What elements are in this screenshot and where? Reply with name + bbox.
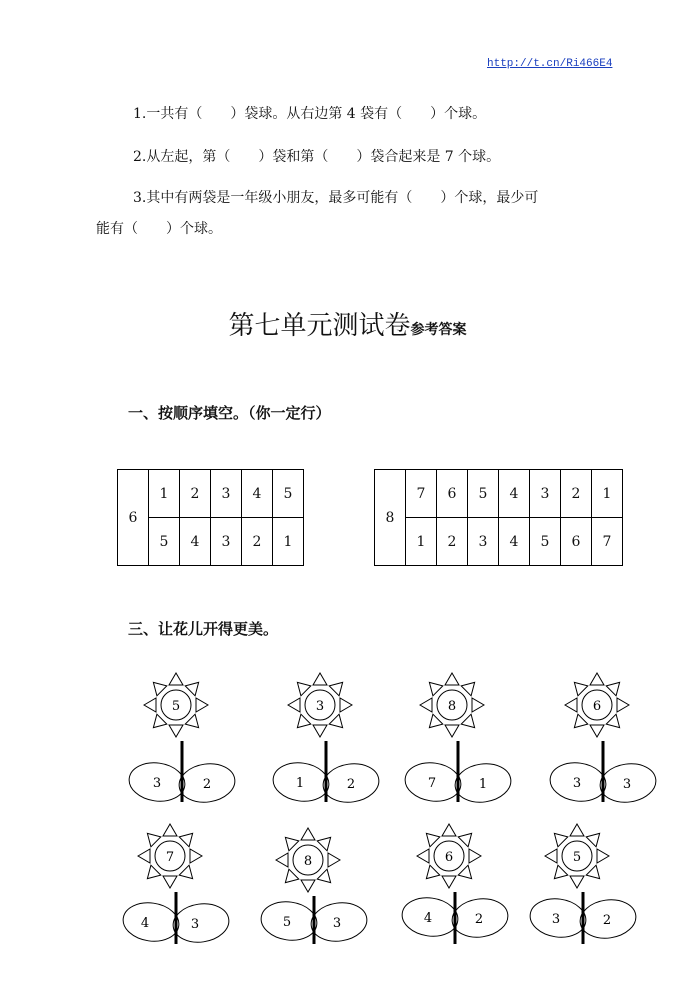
petal — [163, 876, 177, 888]
flower-center-number: 6 — [444, 850, 454, 865]
left-leaf-number: 3 — [572, 776, 582, 791]
flower-center-number: 5 — [171, 699, 181, 714]
table-cell: 4 — [180, 518, 211, 566]
left-leaf-number: 3 — [551, 912, 561, 927]
petal — [586, 833, 599, 846]
table-cell: 3 — [211, 470, 242, 518]
table-cell: 5 — [530, 518, 561, 566]
table-cell: 2 — [561, 470, 592, 518]
petal — [426, 865, 439, 878]
petal — [329, 682, 342, 695]
flower-center-number: 6 — [592, 699, 602, 714]
petal — [565, 698, 577, 712]
petal — [426, 833, 439, 846]
petal — [417, 849, 429, 863]
petal — [590, 673, 604, 685]
petal — [574, 682, 587, 695]
flower — [271, 673, 382, 806]
petal — [313, 673, 327, 685]
left-leaf-number: 7 — [427, 776, 437, 791]
right-leaf — [171, 900, 232, 945]
petal — [147, 865, 160, 878]
left-leaf-number: 4 — [423, 911, 433, 926]
petal — [340, 698, 352, 712]
petal — [297, 682, 310, 695]
petal — [163, 824, 177, 836]
petal — [442, 824, 456, 836]
petal — [574, 714, 587, 727]
flower — [127, 673, 238, 806]
petal — [461, 682, 474, 695]
petal — [469, 849, 481, 863]
petal — [458, 865, 471, 878]
petal — [328, 853, 340, 867]
table-cell: 4 — [242, 470, 273, 518]
petal — [196, 698, 208, 712]
petal — [138, 849, 150, 863]
petal — [590, 725, 604, 737]
flower-center-number: 7 — [165, 850, 175, 865]
petal — [169, 725, 183, 737]
question-1: 1.一共有（ ）袋球。从右边第 4 袋有（ ）个球。 — [133, 106, 487, 122]
title-sub: 参考答案 — [410, 322, 467, 338]
flower-center-number: 3 — [315, 699, 325, 714]
left-leaf-number: 3 — [152, 776, 162, 791]
table-cell: 1 — [592, 470, 623, 518]
table-cell: 5 — [149, 518, 180, 566]
petal — [144, 698, 156, 712]
petal — [429, 682, 442, 695]
table-cell: 2 — [180, 470, 211, 518]
table-cell: 4 — [499, 470, 530, 518]
petal — [442, 876, 456, 888]
petal — [285, 837, 298, 850]
petal — [554, 833, 567, 846]
flower — [548, 673, 659, 806]
petal — [179, 833, 192, 846]
petal — [597, 849, 609, 863]
table-cell: 2 — [242, 518, 273, 566]
petal — [276, 853, 288, 867]
table-total: 6 — [118, 470, 149, 566]
petal — [317, 869, 330, 882]
table-cell: 1 — [273, 518, 304, 566]
petal — [153, 714, 166, 727]
table-cell: 1 — [149, 470, 180, 518]
flower — [259, 828, 370, 945]
petal — [301, 828, 315, 840]
flower — [400, 824, 511, 944]
title-main: 第七单元测试卷 — [228, 311, 411, 341]
table-cell: 6 — [561, 518, 592, 566]
petal — [461, 714, 474, 727]
table-cell: 4 — [499, 518, 530, 566]
petal — [285, 869, 298, 882]
left-leaf — [121, 899, 182, 944]
left-leaf-number: 1 — [295, 776, 305, 791]
flower-center-number: 8 — [303, 854, 313, 869]
table-cell: 3 — [530, 470, 561, 518]
question-2: 2.从左起，第（ ）袋和第（ ）袋合起来是 7 个球。 — [133, 149, 501, 165]
left-leaf-number: 5 — [282, 915, 292, 930]
petal — [185, 714, 198, 727]
petal — [472, 698, 484, 712]
right-leaf-number: 3 — [190, 917, 200, 932]
flower — [403, 673, 514, 806]
petal — [153, 682, 166, 695]
petal — [179, 865, 192, 878]
flower — [528, 824, 639, 944]
question-3-line-1: 3.其中有两袋是一年级小朋友，最多可能有（ ）个球，最少可 — [133, 190, 539, 206]
table-cell: 1 — [406, 518, 437, 566]
petal — [169, 673, 183, 685]
petal — [570, 876, 584, 888]
source-link[interactable]: http://t.cn/Ri466E4 — [487, 58, 613, 70]
right-leaf-number: 2 — [474, 912, 484, 927]
right-leaf-number: 1 — [478, 777, 488, 792]
section-3-heading: 三、让花儿开得更美。 — [128, 620, 279, 638]
petal — [586, 865, 599, 878]
right-leaf-number: 2 — [602, 913, 612, 928]
flower-center-number: 5 — [572, 850, 582, 865]
petal — [420, 698, 432, 712]
right-leaf-number: 2 — [346, 777, 356, 792]
right-leaf-number: 3 — [622, 777, 632, 792]
petal — [458, 833, 471, 846]
flower — [121, 824, 232, 946]
flower-center-number: 8 — [447, 699, 457, 714]
table-cell: 6 — [437, 470, 468, 518]
right-leaf-number: 3 — [332, 916, 342, 931]
table-cell: 7 — [592, 518, 623, 566]
table-cell: 3 — [468, 518, 499, 566]
petal — [317, 837, 330, 850]
petal — [606, 682, 619, 695]
petal — [445, 673, 459, 685]
table-cell: 5 — [273, 470, 304, 518]
table-total: 8 — [375, 470, 406, 566]
petal — [445, 725, 459, 737]
petal — [301, 880, 315, 892]
table-cell: 3 — [211, 518, 242, 566]
table-cell: 2 — [437, 518, 468, 566]
petal — [190, 849, 202, 863]
petal — [429, 714, 442, 727]
petal — [185, 682, 198, 695]
table-cell: 7 — [406, 470, 437, 518]
petal — [329, 714, 342, 727]
left-leaf-number: 4 — [140, 916, 150, 931]
petal — [617, 698, 629, 712]
petal — [570, 824, 584, 836]
petal — [288, 698, 300, 712]
table-cell: 5 — [468, 470, 499, 518]
section-1-heading: 一、按顺序填空。（你一定行） — [128, 404, 331, 422]
petal — [313, 725, 327, 737]
petal — [297, 714, 310, 727]
petal — [545, 849, 557, 863]
petal — [554, 865, 567, 878]
right-leaf-number: 2 — [202, 777, 212, 792]
petal — [147, 833, 160, 846]
question-3-line-2: 能有（ ）个球。 — [96, 221, 222, 237]
petal — [606, 714, 619, 727]
